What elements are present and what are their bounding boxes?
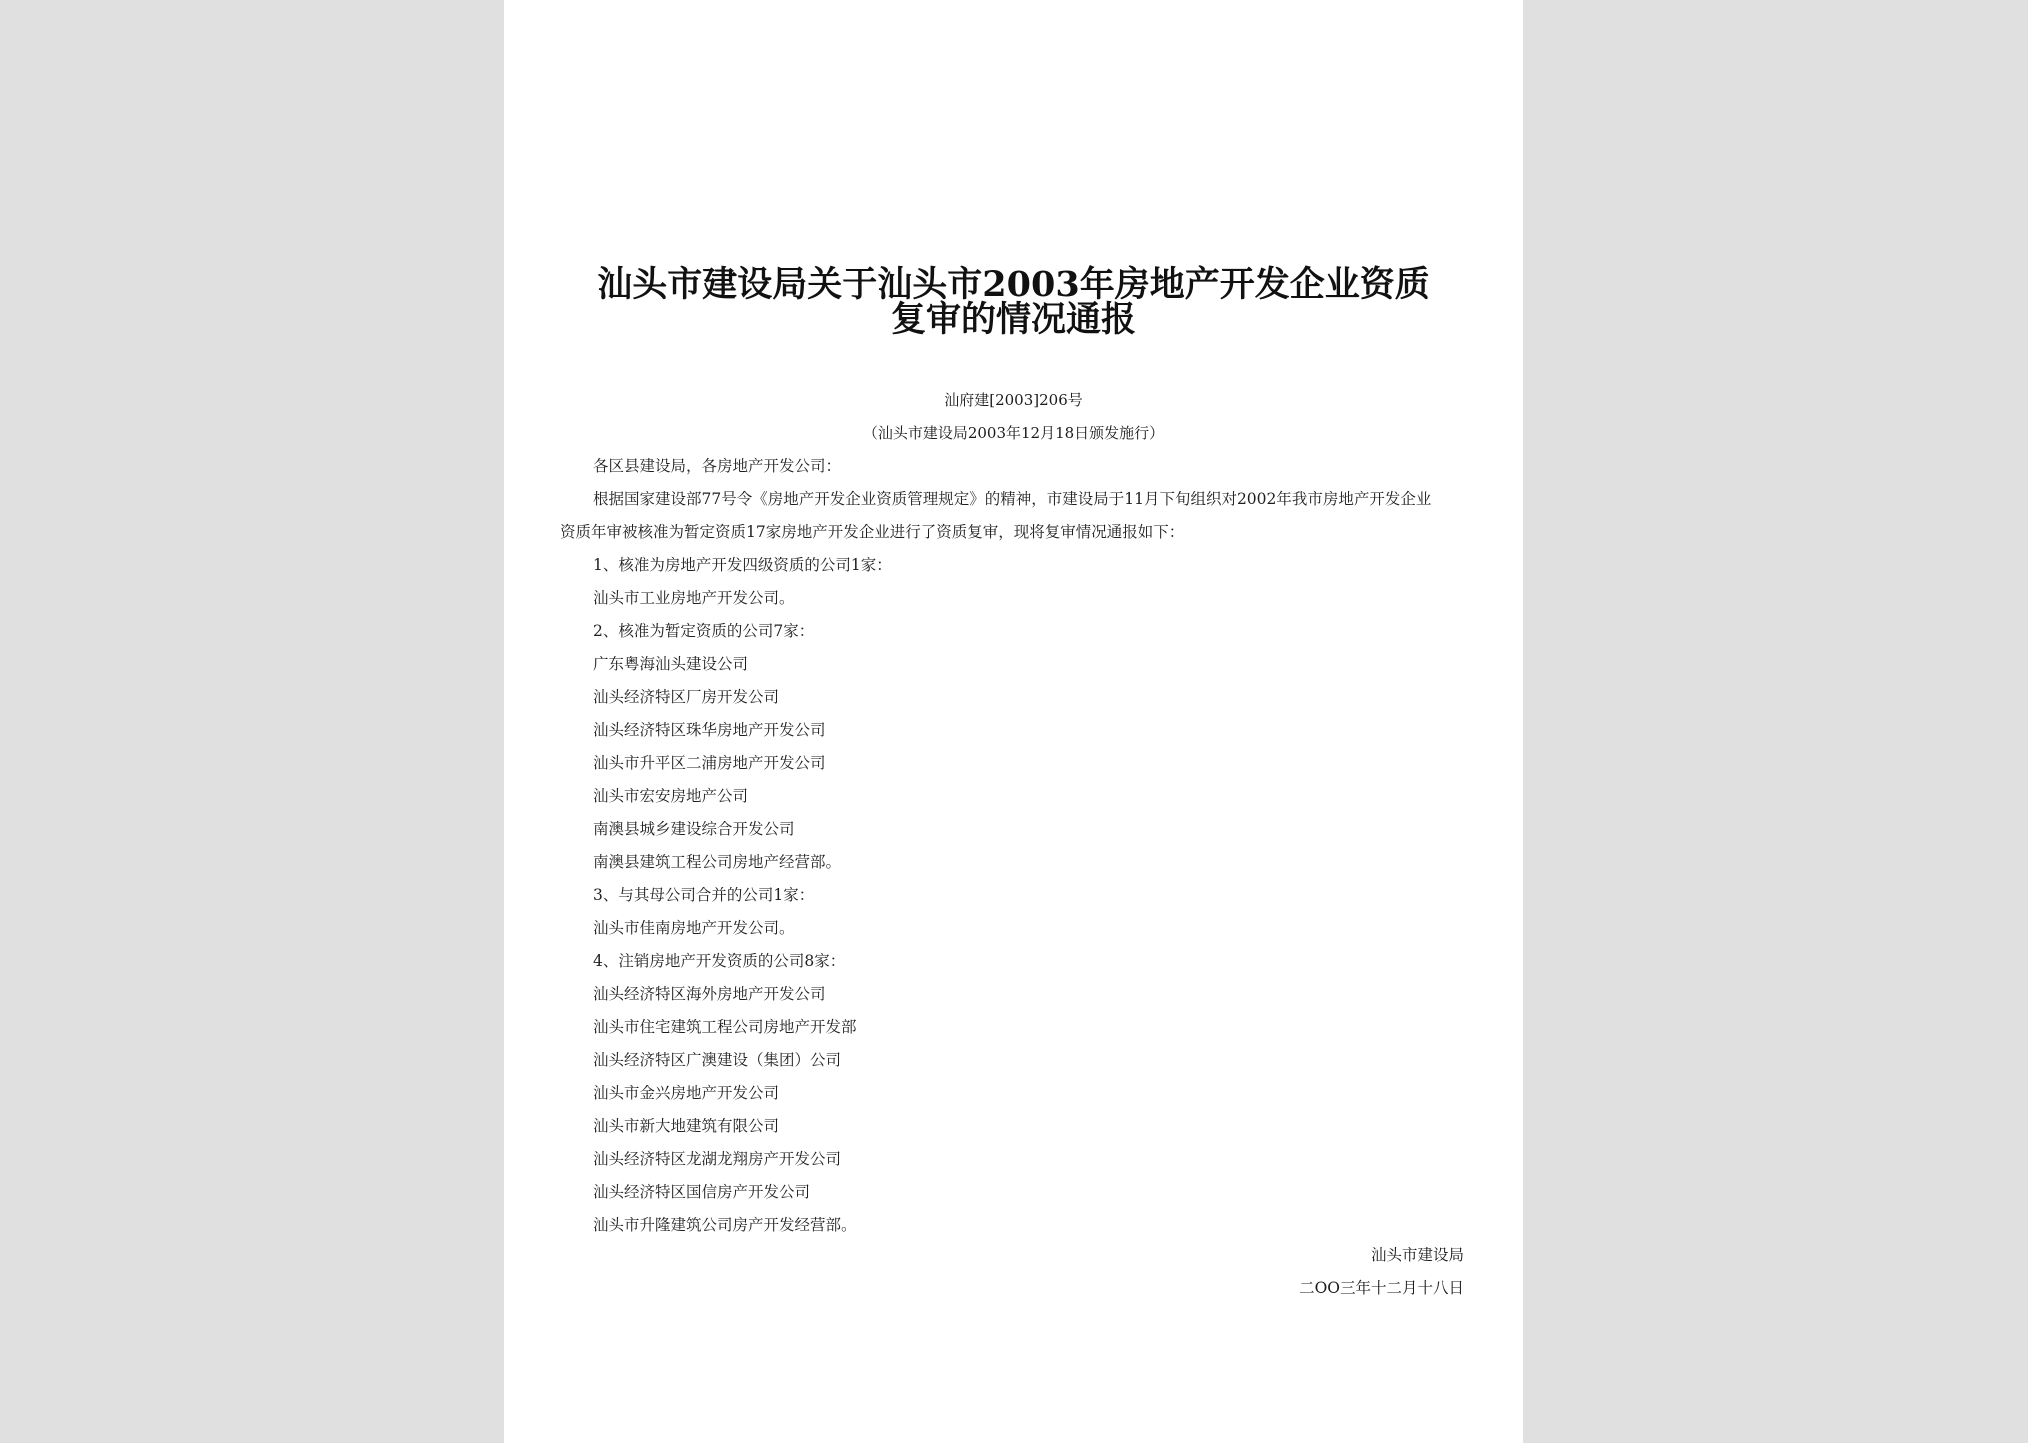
issued-note: （汕头市建设局2003年12月18日颁发施行） [862,424,1165,442]
list-item: 汕头经济特区珠华房地产开发公司 [593,721,826,739]
list-item: 汕头市工业房地产开发公司。 [593,589,795,607]
section-heading: 4、注销房地产开发资质的公司8家： [593,952,846,970]
intro-paragraph-line-2: 资质年审被核准为暂定资质17家房地产开发企业进行了资质复审，现将复审情况通报如下： [560,523,1185,541]
section-heading: 1、核准为房地产开发四级资质的公司1家： [593,556,892,574]
list-item: 广东粤海汕头建设公司 [593,655,749,673]
list-item: 汕头经济特区国信房产开发公司 [593,1183,811,1201]
list-item: 汕头市佳南房地产开发公司。 [593,919,795,937]
list-item: 汕头经济特区海外房地产开发公司 [593,985,826,1003]
intro-paragraph-line-1: 根据国家建设部77号令《房地产开发企业资质管理规定》的精神，市建设局于11月下旬组织对2002年我市房地产开发企业 [593,490,1432,508]
document-number: 汕府建[2003]206号 [944,391,1083,409]
list-item: 汕头市住宅建筑工程公司房地产开发部 [593,1018,857,1036]
list-item: 汕头市升隆建筑公司房产开发经营部。 [593,1216,857,1234]
list-item: 南澳县城乡建设综合开发公司 [593,820,795,838]
list-item: 汕头经济特区龙湖龙翔房产开发公司 [593,1150,842,1168]
document-date: 二ОО三年十二月十八日 [1299,1279,1464,1297]
list-item: 汕头市金兴房地产开发公司 [593,1084,780,1102]
list-item: 汕头经济特区厂房开发公司 [593,688,780,706]
section-heading: 2、核准为暂定资质的公司7家： [593,622,815,640]
document-title-line-1: 汕头市建设局关于汕头市2003年房地产开发企业资质 [597,264,1430,305]
list-item: 南澳县建筑工程公司房地产经营部。 [593,853,842,871]
list-item: 汕头市升平区二浦房地产开发公司 [593,754,826,772]
list-item: 汕头市新大地建筑有限公司 [593,1117,780,1135]
list-item: 汕头经济特区广澳建设（集团）公司 [593,1051,842,1069]
document-page [504,0,1523,1443]
document-title-line-2: 复审的情况通报 [890,299,1136,340]
list-item: 汕头市宏安房地产公司 [593,787,749,805]
section-heading: 3、与其母公司合并的公司1家： [593,886,815,904]
signature: 汕头市建设局 [1370,1246,1464,1264]
salutation: 各区县建设局，各房地产开发公司： [593,457,842,475]
